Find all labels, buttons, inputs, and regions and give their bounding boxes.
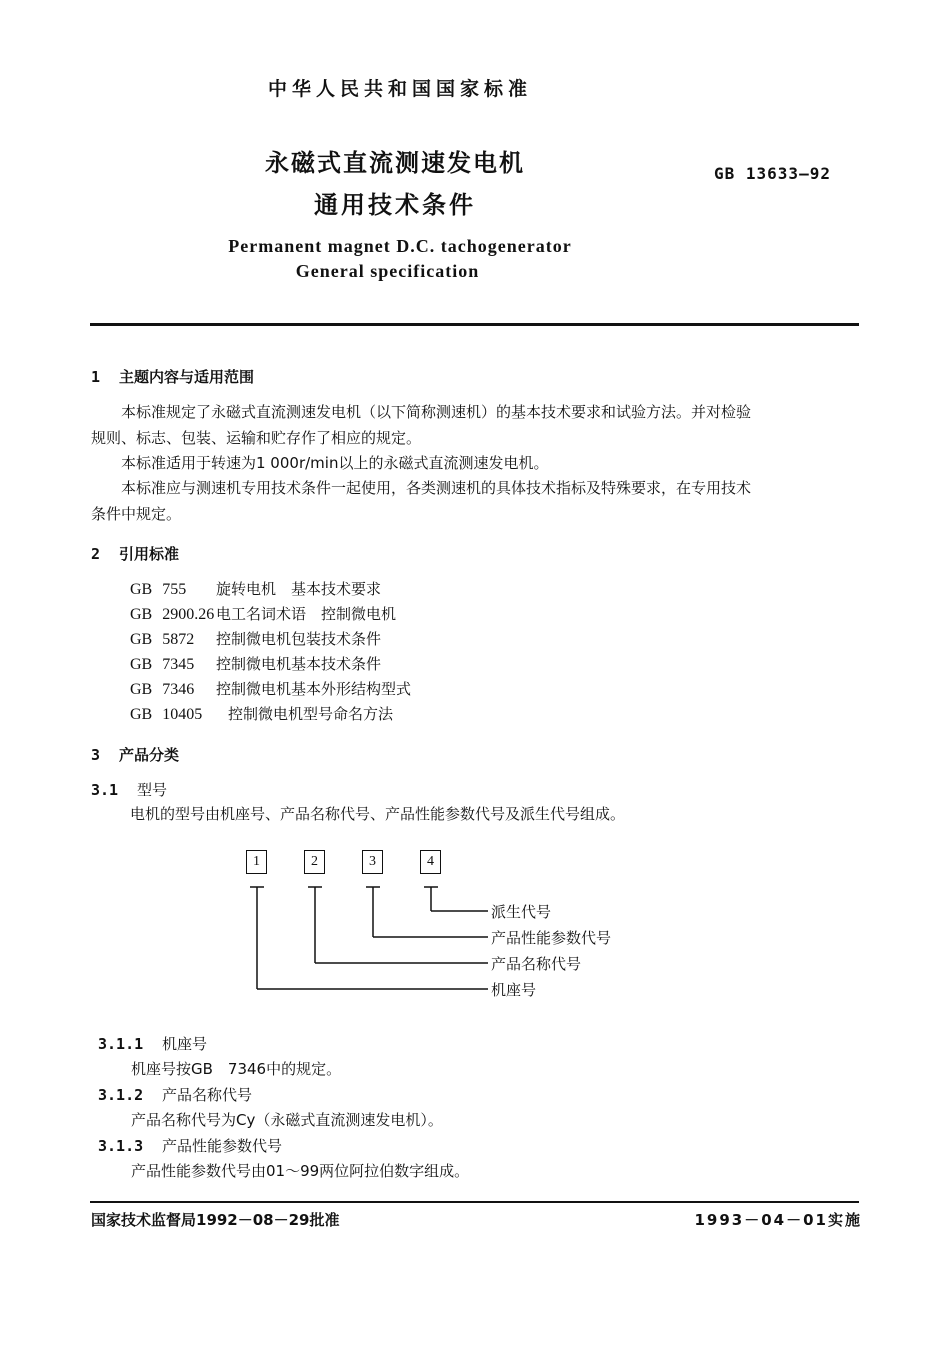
paragraph: 产品名称代号为Cy（永磁式直流测速发电机）。: [131, 1111, 443, 1129]
reference-item: GB 10405 控制微电机型号命名方法: [130, 705, 394, 723]
title-line-1: 永磁式直流测速发电机: [265, 149, 525, 177]
model-box-2: 2: [304, 850, 325, 874]
paragraph: 规则、标志、包装、运输和贮存作了相应的规定。: [91, 429, 422, 447]
section-number: 1: [91, 368, 101, 386]
section-title: 产品分类: [119, 746, 180, 764]
subsection-number: 3.1: [91, 781, 119, 799]
standard-number: GB 13633—92: [714, 164, 831, 183]
subsection-number: 3.1.3: [98, 1137, 144, 1155]
label-derived-code: 派生代号: [491, 903, 552, 921]
model-box-1: 1: [246, 850, 267, 874]
title-line-2: 通用技术条件: [314, 191, 476, 219]
national-standard-heading: 中华人民共和国国家标准: [267, 78, 532, 100]
model-box-3: 3: [362, 850, 383, 874]
reference-item: GB 7345 控制微电机基本技术条件: [130, 655, 382, 673]
paragraph: 机座号按GB 7346中的规定。: [131, 1060, 342, 1078]
approval-date: 国家技术监督局1992－08－29批准: [91, 1211, 340, 1229]
english-title-line-2: General specification: [295, 261, 480, 281]
reference-item: GB 2900.26 电工名词术语 控制微电机: [130, 605, 397, 623]
paragraph: 电机的型号由机座号、产品名称代号、产品性能参数代号及派生代号组成。: [130, 805, 626, 823]
paragraph: 产品性能参数代号由01～99两位阿拉伯数字组成。: [131, 1162, 470, 1180]
subsection-3-1-1-heading: [98, 1033, 207, 1054]
label-performance-code: 产品性能参数代号: [491, 929, 612, 947]
footer-divider: [90, 1201, 859, 1203]
section-number: 3: [91, 746, 101, 764]
section-number: 2: [91, 545, 101, 563]
paragraph: 条件中规定。: [91, 505, 182, 523]
subsection-title: 产品性能参数代号: [162, 1137, 283, 1155]
paragraph: 本标准应与测速机专用技术条件一起使用，各类测速机的具体技术指标及特殊要求，在专用技术: [121, 479, 752, 497]
label-product-name-code: 产品名称代号: [491, 955, 582, 973]
subsection-number: 3.1.1: [98, 1035, 144, 1053]
subsection-number: 3.1.2: [98, 1086, 144, 1104]
section-title: 主题内容与适用范围: [119, 368, 255, 386]
model-box-4: 4: [420, 850, 441, 874]
paragraph: 本标准适用于转速为1 000r/min以上的永磁式直流测速发电机。: [121, 454, 549, 472]
subsection-title: 型号: [137, 781, 168, 799]
paragraph: 本标准规定了永磁式直流测速发电机（以下简称测速机）的基本技术要求和试验方法。并对检验: [121, 403, 752, 421]
section-title: 引用标准: [119, 545, 180, 563]
reference-item: GB 7346 控制微电机基本外形结构型式: [130, 680, 412, 698]
subsection-title: 机座号: [162, 1035, 208, 1053]
subsection-3-1-2-heading: [98, 1084, 252, 1105]
subsection-3-1-3-heading: [98, 1135, 282, 1156]
label-frame-number: 机座号: [491, 981, 537, 999]
subsection-title: 产品名称代号: [162, 1086, 253, 1104]
reference-item: GB 5872 控制微电机包装技术条件: [130, 630, 382, 648]
implementation-date: 1993－04－01实施: [694, 1211, 862, 1229]
reference-item: GB 755 旋转电机 基本技术要求: [130, 580, 382, 598]
english-title-line-1: Permanent magnet D.C. tachogenerator: [228, 236, 572, 256]
